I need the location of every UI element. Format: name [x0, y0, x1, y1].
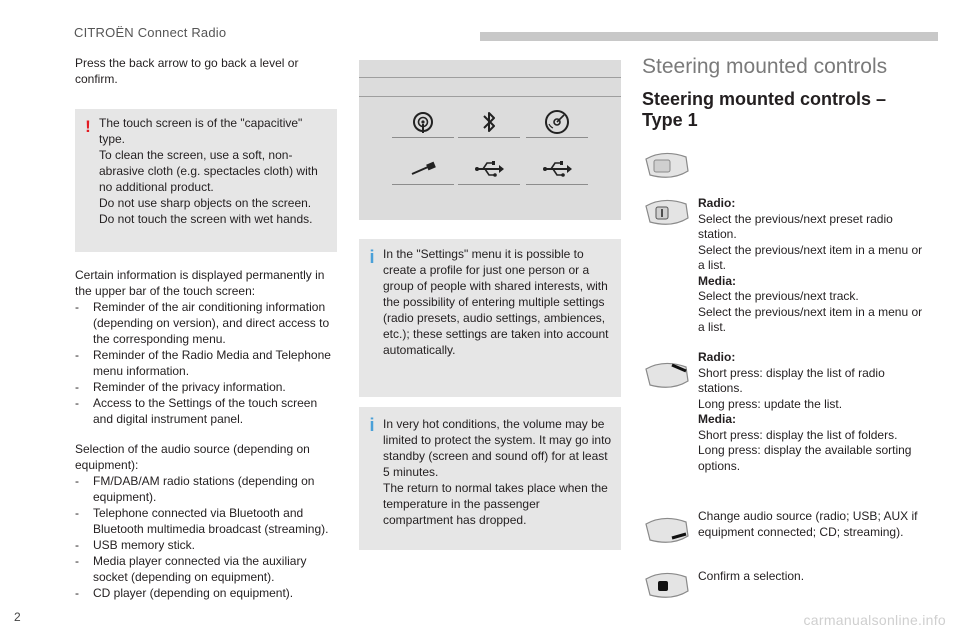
note-text: In very hot conditions, the volume may be limited to protect the system. It may go into standby (screen and sound off) for at least 5 minutes. [383, 417, 612, 479]
control-line: Long press: update the list. [698, 396, 843, 411]
info-box-heat [359, 407, 621, 550]
bluetooth-icon [472, 107, 506, 137]
control-line: Select the previous/next item in a menu or a list. [698, 242, 923, 272]
info-list [75, 299, 337, 427]
running-header: CITROËN Connect Radio [74, 25, 227, 40]
warning-line: Do not touch the screen with wet hands. [99, 212, 313, 226]
column-3 [642, 55, 932, 611]
control-line: Confirm a selection. [698, 569, 805, 583]
column-1 [75, 55, 337, 601]
steering-source-icon [642, 516, 690, 546]
section-title: Steering mounted controls [642, 55, 888, 78]
steering-list-icon [642, 361, 690, 391]
control-line: Long press: display the available sorting options. [698, 443, 912, 473]
aux-jack-icon [406, 154, 440, 184]
info-icon: i [369, 415, 375, 435]
control-line-bold: Media: [698, 273, 737, 288]
list-item: - Telephone connected via Bluetooth and Bluetooth multimedia broadcast (streaming). [75, 505, 337, 537]
header-bar [480, 32, 938, 41]
steering-control-icon [642, 151, 690, 181]
list-item: - Reminder of the air conditioning information (depending on version), and direct access to the corresponding menu. [75, 299, 337, 347]
warning-line: To clean the screen, use a soft, non-abrasive cloth (e.g. spectacles cloth) with no additional product. [99, 148, 318, 194]
list-item: - CD player (depending on equipment). [75, 585, 337, 601]
list-item: - FM/DAB/AM radio stations (depending on equipment). [75, 473, 337, 505]
list-item: - Access to the Settings of the touch screen and digital instrument panel. [75, 395, 337, 427]
warning-line: Do not use sharp objects on the screen. [99, 196, 312, 210]
control-line-bold: Radio: [698, 196, 736, 210]
warning-box [75, 109, 337, 252]
list-item: - USB memory stick. [75, 537, 337, 553]
source-screen-illustration [359, 60, 621, 220]
column-2 [359, 60, 621, 550]
note-text: In the "Settings" menu it is possible to create a profile for just one person or a group of people with shared interests, with the possibility of entering multiple settings (radio presets, audio settings, ambiences, etc.); these settings are taken into account automatically. [383, 247, 609, 357]
steering-confirm-icon [642, 571, 690, 601]
list-item: - Reminder of the privacy information. [75, 379, 337, 395]
warning-line: The touch screen is of the "capacitive" type. [99, 116, 303, 146]
intro-paragraph: Press the back arrow to go back a level or confirm. [75, 56, 299, 86]
steering-arrows-icon [642, 198, 690, 228]
note-text: The return to normal takes place when the temperature in the passenger compartment has dropped. [383, 481, 608, 527]
warning-icon: ! [85, 117, 91, 136]
source-intro: Selection of the audio source (depending on equipment): [75, 442, 310, 472]
info-box-settings [359, 239, 621, 397]
usb-icon [472, 154, 506, 184]
control-line: Short press: display the list of radio stations. [698, 365, 885, 395]
control-line: Select the previous/next preset radio station. [698, 211, 893, 241]
source-list [75, 473, 337, 601]
control-description [698, 350, 932, 474]
section-subtitle: Steering mounted controls – Type 1 [642, 89, 887, 130]
list-item: - Reminder of the Radio Media and Telephone menu information. [75, 347, 337, 379]
control-line-bold: Radio: [698, 350, 736, 364]
control-line: Change audio source (radio; USB; AUX if equipment connected; CD; streaming). [698, 509, 918, 539]
info-icon: i [369, 247, 375, 267]
control-description [698, 509, 932, 540]
cd-icon [540, 107, 574, 137]
control-line: Short press: display the list of folders. [698, 427, 898, 442]
control-description [698, 569, 932, 585]
control-description [698, 196, 932, 336]
page-number: 2 [14, 610, 21, 624]
control-line: Select the previous/next track. [698, 289, 859, 303]
watermark: carmanualsonline.info [803, 612, 946, 628]
info-intro: Certain information is displayed permanently in the upper bar of the touch screen: [75, 268, 325, 298]
control-line-bold: Media: [698, 412, 737, 426]
list-item: - Media player connected via the auxiliary socket (depending on equipment). [75, 553, 337, 585]
radio-icon [406, 107, 440, 137]
usb-icon [540, 154, 574, 184]
control-line: Select the previous/next item in a menu or a list. [698, 304, 923, 334]
